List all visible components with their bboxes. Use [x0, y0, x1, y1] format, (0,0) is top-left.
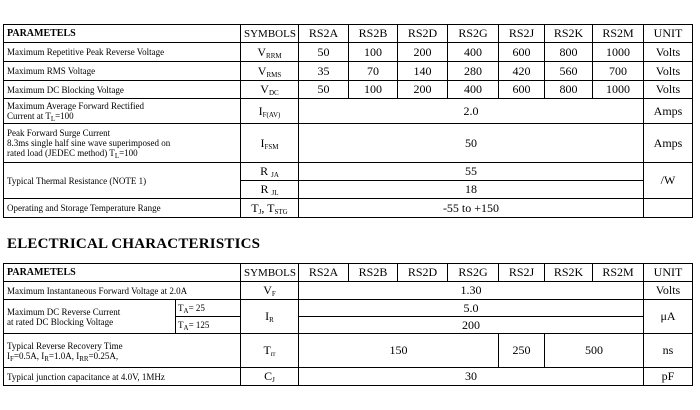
value-cell: 500: [545, 334, 644, 368]
param-label: Maximum DC Blocking Voltage: [4, 81, 241, 99]
value-cell: 200: [398, 81, 448, 99]
symbol: $V_{DC}$: [241, 81, 299, 99]
value-cell: 50: [299, 124, 644, 163]
col-header: RS2D: [398, 264, 448, 282]
symbol: $V_{RRM}$: [241, 43, 299, 62]
value-cell: 800: [545, 81, 593, 99]
param-label: Maximum DC Reverse Current at rated DC Blocking Voltage: [4, 300, 176, 334]
value-cell: 100: [349, 43, 398, 62]
param-header: PARAMETELS: [4, 264, 241, 282]
electrical-characteristics-table: [3, 263, 693, 386]
value-cell: 1000: [593, 81, 644, 99]
row-ir-25: [4, 300, 693, 317]
col-header: RS2G: [448, 25, 499, 43]
row-vrms: [4, 62, 693, 81]
unit-cell: Volts: [644, 282, 693, 300]
col-header: RS2A: [299, 264, 349, 282]
value-cell: 600: [499, 43, 545, 62]
symbol: $V_{RMS}$: [241, 62, 299, 81]
unit-cell: [644, 199, 693, 218]
value-cell: 600: [499, 81, 545, 99]
unit-cell: /W: [644, 163, 693, 199]
col-header: RS2J: [499, 264, 545, 282]
param-label: Typical Thermal Resistance (NOTE 1): [4, 163, 241, 199]
unit-cell: Volts: [644, 43, 693, 62]
symbol: R $_{JL}$: [241, 181, 299, 199]
param-label: Maximum Repetitive Peak Reverse Voltage: [4, 43, 241, 62]
header-row: [4, 25, 693, 43]
value-cell: 70: [349, 62, 398, 81]
col-header: RS2M: [593, 25, 644, 43]
col-header: RS2D: [398, 25, 448, 43]
unit-header: UNIT: [644, 25, 693, 43]
max-ratings-table: [3, 24, 693, 218]
value-cell: 100: [349, 81, 398, 99]
row-trr: [4, 334, 693, 368]
row-temp: [4, 199, 693, 218]
value-cell: 400: [448, 81, 499, 99]
row-vrrm: [4, 43, 693, 62]
col-header: RS2B: [349, 25, 398, 43]
symbol: $T_J$, $T_{STG}$: [241, 199, 299, 218]
value-cell: 150: [299, 334, 499, 368]
col-header: RS2K: [545, 264, 593, 282]
param-label: Maximum Average Forward Rectified Current at $T_L=100$: [4, 99, 241, 124]
value-cell: 55: [299, 163, 644, 181]
section-title: ELECTRICAL CHARACTERISTICS: [7, 236, 261, 252]
col-header: RS2G: [448, 264, 499, 282]
unit-cell: μA: [644, 300, 693, 334]
unit-cell: Amps: [644, 124, 693, 163]
value-cell: 1.30: [299, 282, 644, 300]
symbol: R $_{JA}$: [241, 163, 299, 181]
value-cell: 50: [299, 43, 349, 62]
value-cell: 250: [499, 334, 545, 368]
row-ifsm: [4, 124, 693, 163]
value-cell: 1000: [593, 43, 644, 62]
param-label: Maximum Instantaneous Forward Voltage at 2.0A: [4, 282, 241, 300]
value-cell: 700: [593, 62, 644, 81]
value-cell: 800: [545, 43, 593, 62]
unit-cell: Volts: [644, 62, 693, 81]
value-cell: 50: [299, 81, 349, 99]
col-header: RS2M: [593, 264, 644, 282]
symbol: $C_J$: [241, 368, 299, 386]
unit-cell: ns: [644, 334, 693, 368]
value-cell: 400: [448, 43, 499, 62]
value-cell: 5.0: [299, 300, 644, 317]
col-header: RS2J: [499, 25, 545, 43]
unit-header: UNIT: [644, 264, 693, 282]
param-label: Peak Forward Surge Current 8.3ms single half sine wave superimposed on rated load (JEDEC method) $T_L=100$: [4, 124, 241, 163]
row-rth-ja: [4, 163, 693, 181]
value-cell: 18: [299, 181, 644, 199]
symbol: $V_F$: [241, 282, 299, 300]
col-header: RS2A: [299, 25, 349, 43]
row-ifav: [4, 99, 693, 124]
symbol: $I_R$: [241, 300, 299, 334]
symbol: $I_{FSM}$: [241, 124, 299, 163]
symbol: $I_{F(AV)}$: [241, 99, 299, 124]
unit-cell: pF: [644, 368, 693, 386]
col-header: RS2B: [349, 264, 398, 282]
param-header: PARAMETELS: [4, 25, 241, 43]
header-row: [4, 264, 693, 282]
value-cell: 200: [299, 317, 644, 334]
value-cell: 35: [299, 62, 349, 81]
param-label: Maximum RMS Voltage: [4, 62, 241, 81]
row-cj: [4, 368, 693, 386]
value-cell: 200: [398, 43, 448, 62]
value-cell: 560: [545, 62, 593, 81]
symbols-header: SYMBOLS: [241, 264, 299, 282]
symbol: $T_{rr}$: [241, 334, 299, 368]
value-cell: 30: [299, 368, 644, 386]
value-cell: 280: [448, 62, 499, 81]
condition-label: $T_A= 25$: [176, 300, 241, 317]
param-label: Typical junction capacitance at 4.0V, 1MHz: [4, 368, 241, 386]
condition-label: $T_A= 125$: [176, 317, 241, 334]
value-cell: 140: [398, 62, 448, 81]
row-vdc: [4, 81, 693, 99]
param-label: Operating and Storage Temperature Range: [4, 199, 241, 218]
param-label: Typical Reverse Recovery Time $I_F=0.5A$, $I_R=1.0A$, $I_{RR}=0.25A$,: [4, 334, 241, 368]
symbols-header: SYMBOLS: [241, 25, 299, 43]
value-cell: 2.0: [299, 99, 644, 124]
row-vf: [4, 282, 693, 300]
col-header: RS2K: [545, 25, 593, 43]
value-cell: -55 to +150: [299, 199, 644, 218]
value-cell: 420: [499, 62, 545, 81]
unit-cell: Amps: [644, 99, 693, 124]
unit-cell: Volts: [644, 81, 693, 99]
